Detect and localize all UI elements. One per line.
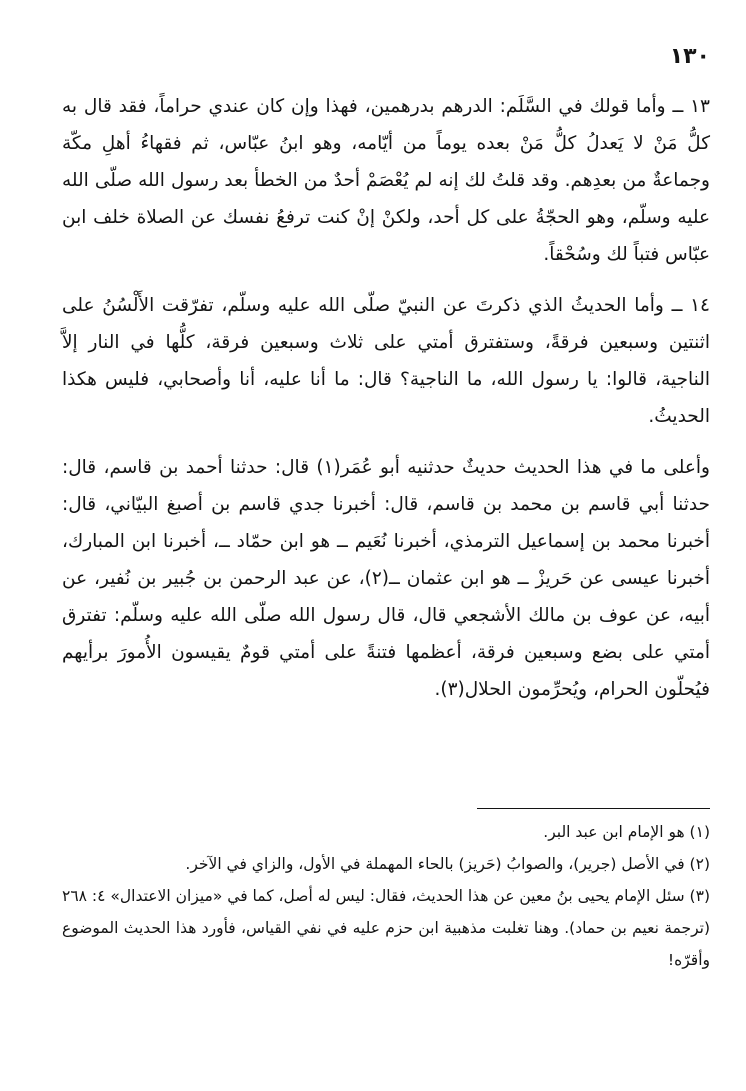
footnote: (٣) سئل الإمام يحيى بنُ معين عن هذا الحديث، فقال: ليس له أصل، كما في «ميزان الاعتدال» ٤: ٢٦٨ (ترجمة نعيم بن حماد). وهنا تغلبت مذهبية ابن حزم عليه في نفي القياس، فأورد هذا الحديث الموضوع وأقرّه! (62, 887, 710, 969)
paragraph: وأعلى ما في هذا الحديث حديثٌ حدثنيه أبو عُمَر(١) قال: حدثنا أحمد بن قاسم، قال: حدثنا أبي قاسم بن محمد بن قاسم، قال: أخبرنا جدي قاسم بن أصبغ البيّاني، قال: أخبرنا محمد بن إسماعيل الترمذي، أخبرنا نُعَيم ــ هو ابن حمّاد ــ، أخبرنا ابن المبارك، أخبرنا عيسى عن حَريزْ ــ هو ابن عثمان ــ(٢)، عن عبد الرحمن بن جُبير بن نُفير، عن أبيه، عن عوف بن مالك الأشجعي قال، قال رسول الله صلّى الله عليه وسلّم: تفترق أمتي على بضع وسبعين فرقة، أعظمها فتنةً على أمتي قومٌ يقيسون الأُمورَ برأيهم فيُحلّون الحرام، ويُحرِّمون الحلال(٣). (62, 457, 710, 700)
footnotes (62, 816, 710, 976)
footnote: (١) هو الإمام ابن عبد البر. (543, 823, 710, 841)
footnote-separator (477, 808, 710, 809)
page-number: ١٣٠ (669, 44, 710, 69)
paragraph: ١٤ ــ وأما الحديثُ الذي ذكرتَ عن النبيّ صلّى الله عليه وسلّم، تفرّقت الأَلْسُنُ على اثنتين وسبعين فرقةً، وستفترق أمتي على ثلاث وسبعين فرقة، كلُّها في النار إلاَّ الناجية، قالوا: يا رسول الله، ما الناجية؟ قال: ما أنا عليه، أنا وأصحابي، فليس هكذا الحديثُ. (62, 295, 710, 427)
footnote: (٢) في الأصل (جرير)، والصوابُ (حَريز) بالحاء المهملة في الأول، والزاي في الآخر. (185, 855, 710, 873)
paragraph: ١٣ ــ وأما قولك في السَّلَم: الدرهم بدرهمين، فهذا وإن كان عندي حراماً، فقد قال به كلُّ مَنْ لا يَعدلُ كلُّ مَنْ بعده يوماً من أيّامه، وهو ابنُ عبّاس، ثم فقهاءُ أهلِ مكّة وجماعةٌ من بعدِهم. وقد قلتُ لك إنه لم يُعْصَمْ أحدٌ من الخطأ بعد رسول الله صلّى الله عليه وسلّم، وهو الحجّةُ على كل أحد، ولكنْ إنْ كنت ترفعُ نفسك عن الصلاة خلف ابن عبّاس فتباً لك وسُحْقاً. (62, 96, 710, 265)
main-text (62, 88, 710, 722)
